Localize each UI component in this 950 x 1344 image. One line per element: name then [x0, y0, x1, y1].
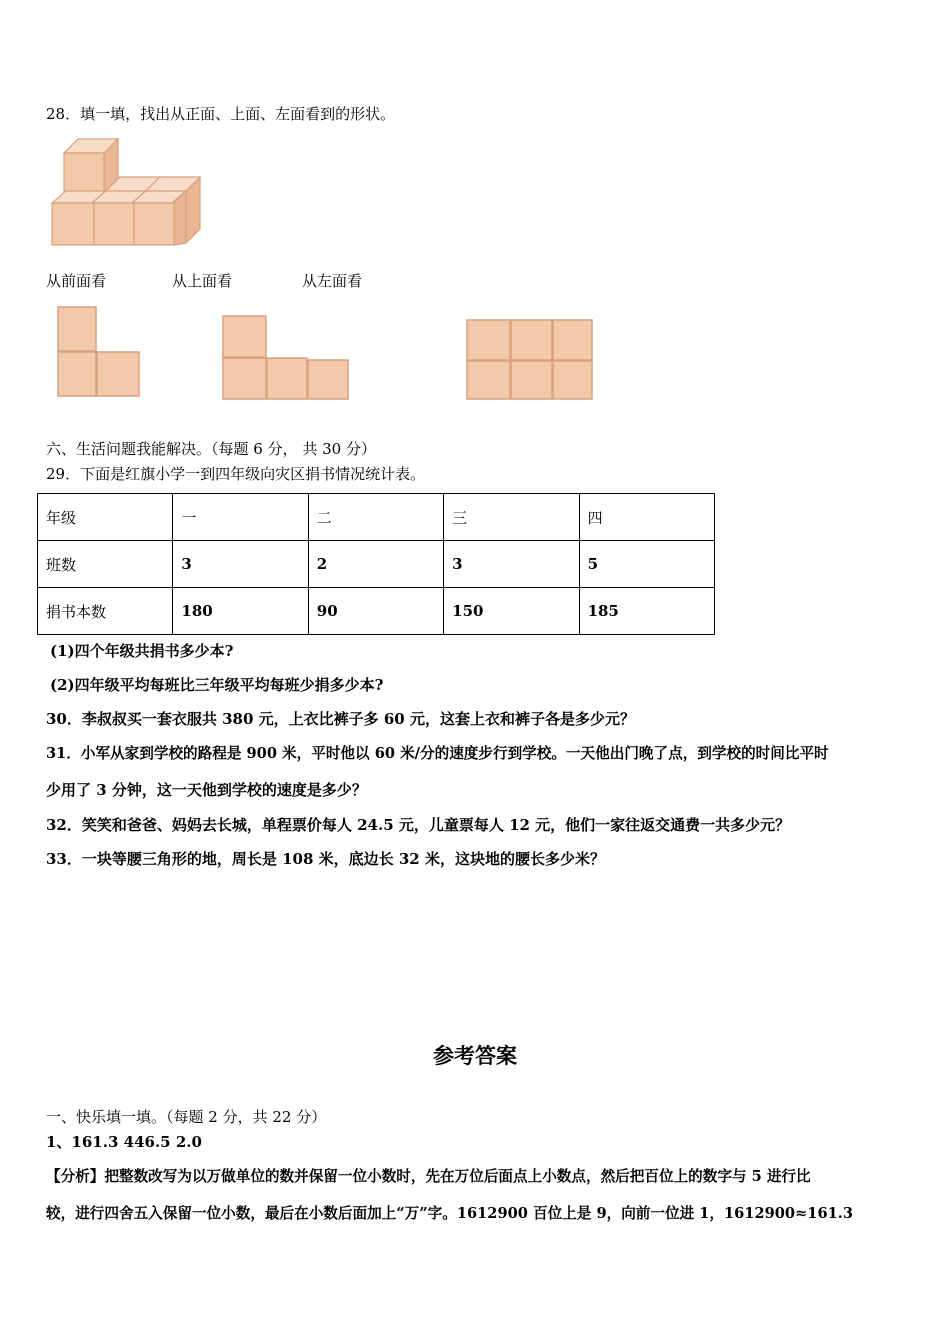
table-cell: 年级	[38, 494, 173, 541]
view-top-label: 从上面看	[172, 272, 233, 290]
table-cell: 2	[308, 541, 443, 588]
shape-option-a	[55, 305, 145, 400]
table-cell: 5	[579, 541, 714, 588]
q30-text: 30．李叔叔买一套衣服共 380 元，上衣比裤子多 60 元，这套上衣和裤子各是多少元？	[46, 710, 635, 728]
view-left-label: 从左面看	[302, 272, 363, 290]
shape-option-c	[464, 317, 599, 403]
cube-front-face	[94, 203, 134, 245]
cube-front-face	[134, 203, 174, 245]
section-six-heading: 六、生活问题我能解决。（每题 6 分， 共 30 分）	[46, 440, 376, 458]
donation-table	[37, 493, 715, 635]
table-row	[38, 541, 715, 588]
table-cell: 3	[444, 541, 579, 588]
q29-sub2: (2)四年级平均每班比三年级平均每班少捐多少本?	[50, 676, 384, 694]
q32-text: 32．笑笑和爸爸、妈妈去长城，单程票价每人 24.5 元，儿童票每人 12 元，他们一家往返交通费一共多少元？	[46, 816, 791, 834]
table-cell: 90	[308, 588, 443, 635]
analysis-line1: 【分析】把整数改写为以万做单位的数并保留一位小数时，先在万位后面点上小数点，然后把百位上的数字与 5 进行比	[46, 1168, 811, 1185]
cube-front-face	[52, 203, 94, 245]
table-cell: 一	[173, 494, 308, 541]
table-cell: 二	[308, 494, 443, 541]
table-row	[38, 588, 715, 635]
shape-option-b	[220, 313, 355, 403]
answers-section-one: 一、快乐填一填。（每题 2 分，共 22 分）	[46, 1108, 327, 1126]
answers-title: 参考答案	[433, 1043, 517, 1068]
q29-text: 29．下面是红旗小学一到四年级向灾区捐书情况统计表。	[46, 465, 426, 483]
analysis-line2: 较，进行四舍五入保留一位小数，最后在小数后面加上“万”字。1612900 百位上是 9，向前一位进 1，1612900≈161.3	[46, 1205, 853, 1222]
cube-stack-figure	[48, 135, 208, 250]
table-cell: 三	[444, 494, 579, 541]
table-cell: 185	[579, 588, 714, 635]
q31-line2: 少用了 3 分钟，这一天他到学校的速度是多少？	[46, 781, 367, 799]
table-cell: 四	[579, 494, 714, 541]
table-row	[38, 494, 715, 541]
table-cell: 3	[173, 541, 308, 588]
answer-one: 1、161.3 446.5 2.0	[46, 1133, 202, 1151]
q28-text: 28．填一填，找出从正面、上面、左面看到的形状。	[46, 105, 396, 123]
table-cell: 捐书本数	[38, 588, 173, 635]
view-front-label: 从前面看	[46, 272, 107, 290]
q31-line1: 31．小军从家到学校的路程是 900 米，平时他以 60 米/分的速度步行到学校。一天他出门晚了点，到学校的时间比平时	[46, 745, 829, 762]
q33-text: 33．一块等腰三角形的地，周长是 108 米，底边长 32 米，这块地的腰长多少米？	[46, 850, 605, 868]
table-cell: 班数	[38, 541, 173, 588]
q29-sub1: (1)四个年级共捐书多少本?	[50, 642, 234, 660]
table-cell: 180	[173, 588, 308, 635]
table-cell: 150	[444, 588, 579, 635]
